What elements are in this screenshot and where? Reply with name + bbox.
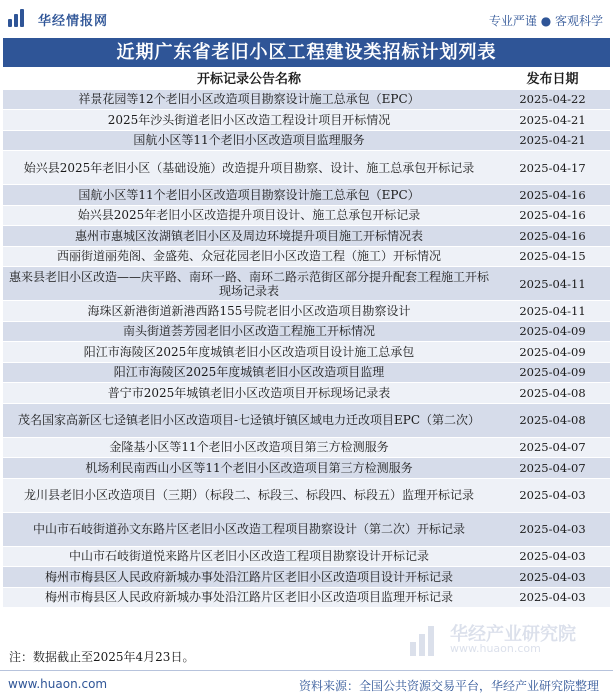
table-row — [3, 383, 610, 404]
footer — [0, 670, 613, 698]
tender-name-cell: 国航小区等11个老旧小区改造项目勘察设计施工总承包（EPC） — [3, 185, 495, 206]
table-header-row — [3, 67, 610, 89]
publish-date-cell: 2025-04-03 — [495, 478, 610, 512]
publish-date-cell: 2025-04-03 — [495, 587, 610, 608]
tender-name-cell: 中山市石岐街道悦来路片区老旧小区改造工程项目勘察设计开标记录 — [3, 546, 495, 567]
site-url[interactable]: www.huaon.com — [8, 677, 108, 691]
tender-name-cell: 金隆基小区等11个老旧小区改造项目第三方检测服务 — [3, 437, 495, 458]
publish-date-cell: 2025-04-15 — [495, 246, 610, 267]
publish-date-cell: 2025-04-09 — [495, 321, 610, 342]
table-row — [3, 362, 610, 383]
watermark-text: 华经产业研究院 — [450, 624, 576, 645]
publish-date-cell: 2025-04-08 — [495, 383, 610, 404]
tender-name-cell: 阳江市海陵区2025年度城镇老旧小区改造项目设计施工总承包 — [3, 342, 495, 363]
tender-name-cell: 普宁市2025年城镇老旧小区改造项目开标现场记录表 — [3, 383, 495, 404]
bar-chart-logo-icon — [8, 9, 30, 29]
table-row — [3, 546, 610, 567]
tender-name-cell: 西丽街道丽苑阁、金盛苑、众冠花园老旧小区改造工程（施工）开标情况 — [3, 246, 495, 267]
tender-name-cell: 国航小区等11个老旧小区改造项目监理服务 — [3, 130, 495, 151]
top-bar — [0, 0, 613, 38]
table-row — [3, 185, 610, 206]
table-body — [3, 89, 610, 608]
table-row — [3, 110, 610, 131]
tender-name-cell: 始兴县2025年老旧小区改造提升项目设计、施工总承包开标记录 — [3, 205, 495, 226]
publish-date-cell: 2025-04-21 — [495, 110, 610, 131]
tender-name-cell: 祥景花园等12个老旧小区改造项目勘察设计施工总承包（EPC） — [3, 89, 495, 110]
publish-date-cell: 2025-04-08 — [495, 403, 610, 437]
publish-date-cell: 2025-04-09 — [495, 362, 610, 383]
column-header-name: 开标记录公告名称 — [3, 67, 495, 89]
publish-date-cell: 2025-04-03 — [495, 546, 610, 567]
publish-date-cell: 2025-04-03 — [495, 512, 610, 546]
tender-name-cell: 梅州市梅县区人民政府新城办事处沿江路片区老旧小区改造项目监理开标记录 — [3, 587, 495, 608]
table-row — [3, 130, 610, 151]
tender-name-cell: 南头街道荟芳园老旧小区改造工程施工开标情况 — [3, 321, 495, 342]
table-row — [3, 89, 610, 110]
tender-table — [3, 67, 610, 608]
watermark-logo-icon — [410, 622, 444, 656]
page-title: 近期广东省老旧小区工程建设类招标计划列表 — [3, 38, 610, 67]
table-row — [3, 301, 610, 322]
publish-date-cell: 2025-04-21 — [495, 130, 610, 151]
publish-date-cell: 2025-04-16 — [495, 226, 610, 247]
table-row — [3, 403, 610, 437]
table-row — [3, 478, 610, 512]
publish-date-cell: 2025-04-11 — [495, 301, 610, 322]
table-row — [3, 226, 610, 247]
table-row — [3, 205, 610, 226]
column-header-date: 发布日期 — [495, 67, 610, 89]
tender-name-cell: 茂名国家高新区七迳镇老旧小区改造项目-七迳镇圩镇区域电力迁改项目EPC（第二次） — [3, 403, 495, 437]
table-row — [3, 342, 610, 363]
table-row — [3, 458, 610, 479]
tender-name-cell: 始兴县2025年老旧小区（基础设施）改造提升项目勘察、设计、施工总承包开标记录 — [3, 151, 495, 185]
table-row — [3, 267, 610, 301]
tender-name-cell: 中山市石岐街道孙文东路片区老旧小区改造工程项目勘察设计（第二次）开标记录 — [3, 512, 495, 546]
watermark-url: www.huaon.com — [450, 642, 541, 655]
logo-name: 华经情报网 — [38, 13, 109, 29]
source-note: 资料来源：全国公共资源交易平台，华经产业研究院整理 — [298, 679, 599, 693]
table-row — [3, 512, 610, 546]
table-row — [3, 437, 610, 458]
watermark — [410, 618, 600, 662]
tender-name-cell: 阳江市海陵区2025年度城镇老旧小区改造项目监理 — [3, 362, 495, 383]
table-row — [3, 587, 610, 608]
publish-date-cell: 2025-04-16 — [495, 205, 610, 226]
note: 注：数据截止至2025年4月23日。 — [9, 650, 195, 664]
publish-date-cell: 2025-04-09 — [495, 342, 610, 363]
table-row — [3, 246, 610, 267]
tender-name-cell: 惠州市惠城区汝湖镇老旧小区及周边环境提升项目施工开标情况表 — [3, 226, 495, 247]
tender-name-cell: 2025年沙头街道老旧小区改造工程设计项目开标情况 — [3, 110, 495, 131]
table-row — [3, 567, 610, 588]
publish-date-cell: 2025-04-17 — [495, 151, 610, 185]
publish-date-cell: 2025-04-07 — [495, 458, 610, 479]
tender-name-cell: 海珠区新港街道新港西路155号院老旧小区改造项目勘察设计 — [3, 301, 495, 322]
publish-date-cell: 2025-04-11 — [495, 267, 610, 301]
tender-name-cell: 龙川县老旧小区改造项目（三期）（标段二、标段三、标段四、标段五）监理开标记录 — [3, 478, 495, 512]
publish-date-cell: 2025-04-22 — [495, 89, 610, 110]
tender-name-cell: 惠来县老旧小区改造——庆平路、南环一路、南环二路示范街区部分提升配套工程施工开标现场记录表 — [3, 267, 495, 301]
tender-name-cell: 机场利民南西山小区等11个老旧小区改造项目第三方检测服务 — [3, 458, 495, 479]
table-row — [3, 151, 610, 185]
publish-date-cell: 2025-04-16 — [495, 185, 610, 206]
publish-date-cell: 2025-04-03 — [495, 567, 610, 588]
tender-name-cell: 梅州市梅县区人民政府新城办事处沿江路片区老旧小区改造项目设计开标记录 — [3, 567, 495, 588]
brand[interactable] — [8, 9, 108, 29]
slogan: 专业严谨 ● 客观科学 — [488, 14, 603, 28]
publish-date-cell: 2025-04-07 — [495, 437, 610, 458]
table-row — [3, 321, 610, 342]
